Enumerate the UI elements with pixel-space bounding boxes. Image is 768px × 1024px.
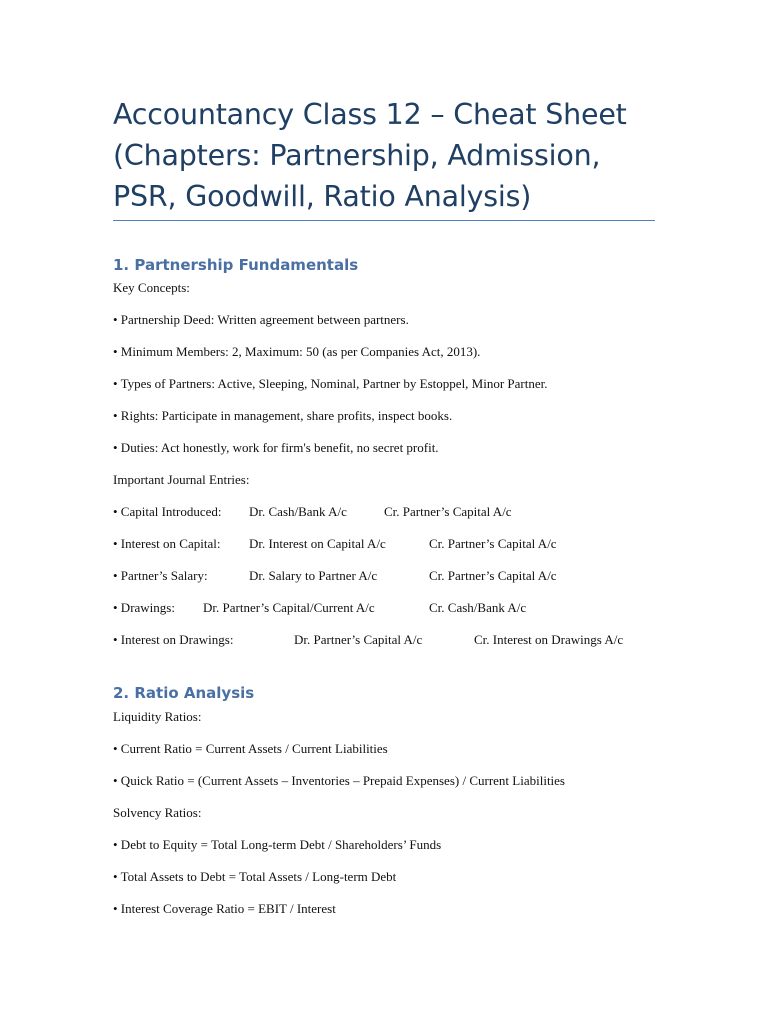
journal-entries-label: Important Journal Entries:: [113, 472, 250, 487]
entry-item: • Drawings:: [113, 600, 175, 615]
title-underline: [113, 220, 655, 221]
bullet-total-assets-to-debt: • Total Assets to Debt = Total Assets / Long-term Debt: [113, 869, 397, 884]
entry-debit: Dr. Salary to Partner A/c: [249, 568, 378, 583]
entry-credit: Cr. Cash/Bank A/c: [429, 600, 527, 615]
entry-debit: Dr. Interest on Capital A/c: [249, 536, 386, 551]
section-heading-partnership: 1. Partnership Fundamentals: [113, 256, 359, 274]
journal-entry-capital-introduced: [113, 503, 658, 521]
entry-item: • Interest on Capital:: [113, 536, 221, 551]
bullet-partnership-deed: • Partnership Deed: Written agreement between partners.: [113, 312, 409, 327]
entry-item: • Capital Introduced:: [113, 504, 222, 519]
bullet-minimum-members: • Minimum Members: 2, Maximum: 50 (as per Companies Act, 2013).: [113, 344, 481, 359]
entry-credit: Cr. Partner’s Capital A/c: [429, 536, 557, 551]
journal-entry-partner-salary: [113, 567, 658, 585]
journal-entry-interest-on-capital: [113, 535, 658, 553]
entry-debit: Dr. Cash/Bank A/c: [249, 504, 347, 519]
entry-item: • Interest on Drawings:: [113, 632, 234, 647]
entry-credit: Cr. Partner’s Capital A/c: [429, 568, 557, 583]
bullet-current-ratio: • Current Ratio = Current Assets / Current Liabilities: [113, 741, 388, 756]
entry-item: • Partner’s Salary:: [113, 568, 208, 583]
journal-entry-drawings: [113, 599, 658, 617]
entry-debit: Dr. Partner’s Capital A/c: [294, 632, 423, 647]
liquidity-ratios-label: Liquidity Ratios:: [113, 709, 202, 724]
bullet-duties: • Duties: Act honestly, work for firm's benefit, no secret profit.: [113, 440, 439, 455]
section-heading-ratio-analysis: 2. Ratio Analysis: [113, 684, 255, 702]
bullet-debt-to-equity: • Debt to Equity = Total Long-term Debt / Shareholders’ Funds: [113, 837, 442, 852]
journal-entry-interest-on-drawings: [113, 631, 658, 649]
entry-debit: Dr. Partner’s Capital/Current A/c: [203, 600, 375, 615]
bullet-quick-ratio: • Quick Ratio = (Current Assets – Inventories – Prepaid Expenses) / Current Liabilities: [113, 773, 565, 788]
document-title: Accountancy Class 12 – Cheat Sheet (Chapters: Partnership, Admission, PSR, Goodwill, Ratio Analysis): [113, 98, 627, 213]
bullet-rights: • Rights: Participate in management, share profits, inspect books.: [113, 408, 453, 423]
entry-credit: Cr. Partner’s Capital A/c: [384, 504, 512, 519]
document-page: [113, 0, 658, 1024]
solvency-ratios-label: Solvency Ratios:: [113, 805, 202, 820]
entry-credit: Cr. Interest on Drawings A/c: [474, 632, 624, 647]
bullet-types-of-partners: • Types of Partners: Active, Sleeping, Nominal, Partner by Estoppel, Minor Partner.: [113, 376, 548, 391]
key-concepts-label: Key Concepts:: [113, 280, 190, 295]
bullet-interest-coverage: • Interest Coverage Ratio = EBIT / Interest: [113, 901, 336, 916]
